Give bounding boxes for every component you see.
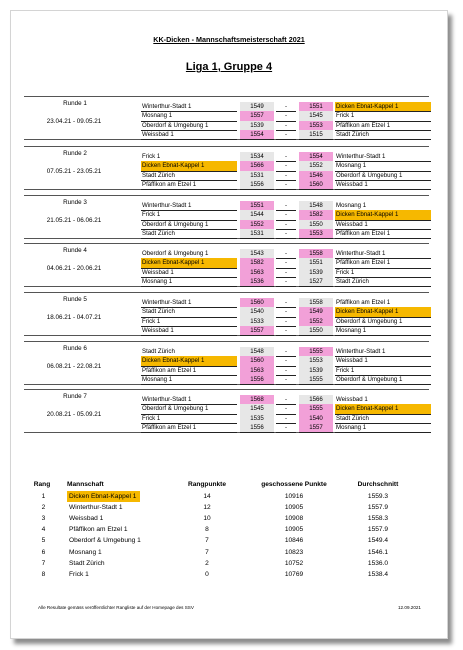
away-team: Frick 1 <box>335 268 431 278</box>
standings-row <box>11 502 447 513</box>
total-cell: 10916 <box>284 493 304 500</box>
away-score: 1558 <box>299 249 333 259</box>
round-name: Runde 4 <box>63 247 87 254</box>
away-score: 1551 <box>299 102 333 112</box>
average-cell: 1549.4 <box>367 537 389 545</box>
match-row <box>141 102 431 111</box>
points-cell: 10 <box>203 515 211 523</box>
away-score: 1553 <box>299 356 333 366</box>
header-rang: Rang <box>33 481 51 488</box>
match-row <box>141 121 431 130</box>
home-score: 1536 <box>240 277 274 287</box>
away-score: 1515 <box>299 130 333 140</box>
home-team: Weissbad 1 <box>141 130 237 140</box>
away-score: 1540 <box>299 414 333 424</box>
home-team: Frick 1 <box>141 210 237 220</box>
match-row <box>141 395 431 404</box>
average-cell: 1536.0 <box>367 559 389 567</box>
round-block <box>24 292 429 336</box>
score-separator: - <box>276 414 296 424</box>
score-separator: - <box>276 201 296 211</box>
points-cell: 0 <box>205 570 209 578</box>
away-score: 1546 <box>299 171 333 181</box>
score-separator: - <box>276 395 296 405</box>
score-separator: - <box>276 152 296 162</box>
score-separator: - <box>276 258 296 268</box>
home-score: 1531 <box>240 171 274 181</box>
away-team: Pfäffikon am Etzel 1 <box>335 229 431 239</box>
points-cell: 14 <box>203 493 211 500</box>
home-score: 1543 <box>240 249 274 259</box>
home-score: 1552 <box>240 220 274 230</box>
away-score: 1550 <box>299 326 333 336</box>
team-cell: Mosnang 1 <box>69 548 102 556</box>
home-score: 1560 <box>240 356 274 366</box>
round-block <box>24 96 429 140</box>
rank-cell: 2 <box>41 504 46 512</box>
home-team: Stadt Zürich <box>141 229 237 239</box>
score-separator: - <box>276 317 296 327</box>
match-row <box>141 201 431 210</box>
match-row <box>141 375 431 384</box>
match-row <box>141 298 431 307</box>
home-team: Stadt Zürich <box>141 347 237 357</box>
score-separator: - <box>276 277 296 287</box>
home-team: Winterthur-Stadt 1 <box>141 395 237 405</box>
document-title: KK-Dicken - Mannschaftsmeisterschaft 2021 <box>153 35 305 44</box>
rank-cell: 5 <box>41 537 46 545</box>
away-team: Stadt Zürich <box>335 414 431 424</box>
score-separator: - <box>276 404 296 414</box>
home-score: 1535 <box>240 414 274 424</box>
away-score: 1558 <box>299 298 333 308</box>
score-separator: - <box>276 366 296 376</box>
away-score: 1555 <box>299 404 333 414</box>
rank-cell: 4 <box>41 526 46 534</box>
total-cell: 10769 <box>284 570 304 578</box>
home-team: Frick 1 <box>141 414 237 424</box>
away-team: Mosnang 1 <box>335 326 431 336</box>
total-cell: 10752 <box>284 559 304 567</box>
standings-row <box>11 569 447 580</box>
points-cell: 2 <box>205 559 209 567</box>
match-row <box>141 249 431 258</box>
away-score: 1550 <box>299 220 333 230</box>
away-team: Pfäffikon am Etzel 1 <box>335 258 431 268</box>
match-row <box>141 404 431 413</box>
match-row <box>141 210 431 219</box>
away-team: Stadt Zürich <box>335 277 431 287</box>
rank-cell: 8 <box>41 570 46 578</box>
home-team: Mosnang 1 <box>141 111 237 121</box>
home-team: Pfäffikon am Etzel 1 <box>141 423 237 433</box>
match-row <box>141 326 431 335</box>
away-score: 1545 <box>299 111 333 121</box>
home-team: Dicken Ebnat-Kappel 1 <box>141 356 237 366</box>
away-score: 1548 <box>299 201 333 211</box>
home-score: 1582 <box>240 258 274 268</box>
away-team: Winterthur-Stadt 1 <box>335 249 431 259</box>
home-team: Stadt Zürich <box>141 171 237 181</box>
home-score: 1556 <box>240 375 274 385</box>
score-separator: - <box>276 347 296 357</box>
team-cell: Oberdorf & Umgebung 1 <box>69 537 141 545</box>
home-score: 1545 <box>240 404 274 414</box>
round-dates: 04.06.21 - 20.06.21 <box>46 265 102 272</box>
away-score: 1560 <box>299 180 333 190</box>
home-score: 1568 <box>240 395 274 405</box>
home-team: Oberdorf & Umgebung 1 <box>141 249 237 259</box>
away-team: Dicken Ebnat-Kappel 1 <box>335 307 431 317</box>
header-total: geschossene Punkte <box>261 481 327 488</box>
round-name: Runde 3 <box>63 199 87 206</box>
home-score: 1566 <box>240 161 274 171</box>
home-score: 1563 <box>240 366 274 376</box>
match-row <box>141 180 431 189</box>
away-team: Stadt Zürich <box>335 130 431 140</box>
home-score: 1533 <box>240 317 274 327</box>
round-dates: 21.05.21 - 06.06.21 <box>46 217 102 224</box>
home-team: Frick 1 <box>141 317 237 327</box>
standings-row <box>11 558 447 569</box>
team-cell: Frick 1 <box>69 570 89 578</box>
match-row <box>141 268 431 277</box>
rank-cell: 6 <box>41 548 46 556</box>
score-separator: - <box>276 111 296 121</box>
standings-row <box>11 535 447 546</box>
away-team: Mosnang 1 <box>335 423 431 433</box>
home-score: 1551 <box>240 201 274 211</box>
away-score: 1553 <box>299 229 333 239</box>
away-score: 1566 <box>299 395 333 405</box>
score-separator: - <box>276 268 296 278</box>
home-score: 1560 <box>240 298 274 308</box>
home-score: 1557 <box>240 111 274 121</box>
round-name: Runde 6 <box>63 345 87 352</box>
rank-cell: 1 <box>41 493 46 500</box>
away-score: 1539 <box>299 268 333 278</box>
team-cell: Weissbad 1 <box>69 515 104 523</box>
points-cell: 7 <box>205 537 209 545</box>
home-team: Pfäffikon am Etzel 1 <box>141 180 237 190</box>
round-dates: 20.08.21 - 05.09.21 <box>46 411 102 418</box>
header-team: Mannschaft <box>67 481 104 488</box>
header-average: Durchschnitt <box>357 481 399 488</box>
score-separator: - <box>276 249 296 259</box>
average-cell: 1538.4 <box>367 570 389 578</box>
points-cell: 7 <box>205 548 209 556</box>
score-separator: - <box>276 298 296 308</box>
match-row <box>141 423 431 432</box>
home-score: 1563 <box>240 268 274 278</box>
round-dates: 07.05.21 - 23.05.21 <box>46 168 102 175</box>
match-row <box>141 171 431 180</box>
score-separator: - <box>276 121 296 131</box>
home-score: 1556 <box>240 180 274 190</box>
home-score: 1549 <box>240 102 274 112</box>
score-separator: - <box>276 210 296 220</box>
home-score: 1534 <box>240 152 274 162</box>
home-team: Oberdorf & Umgebung 1 <box>141 404 237 414</box>
round-name: Runde 5 <box>63 296 87 303</box>
average-cell: 1557.9 <box>367 526 389 534</box>
round-name: Runde 2 <box>63 150 87 157</box>
standings-row <box>11 513 447 524</box>
away-score: 1557 <box>299 423 333 433</box>
away-team: Mosnang 1 <box>335 161 431 171</box>
team-cell: Pfäffikon am Etzel 1 <box>69 526 128 534</box>
team-cell: Stadt Zürich <box>69 559 105 567</box>
score-separator: - <box>276 375 296 385</box>
away-team: Pfäffikon am Etzel 1 <box>335 298 431 308</box>
total-cell: 10905 <box>284 526 304 534</box>
home-team: Pfäffikon am Etzel 1 <box>141 366 237 376</box>
standings-header-row <box>11 479 447 490</box>
away-score: 1555 <box>299 347 333 357</box>
away-score: 1551 <box>299 258 333 268</box>
team-cell: Winterthur-Stadt 1 <box>69 504 123 512</box>
round-block <box>24 243 429 287</box>
points-cell: 8 <box>205 526 209 534</box>
round-dates: 23.04.21 - 09.05.21 <box>46 118 102 125</box>
score-separator: - <box>276 423 296 433</box>
home-team: Winterthur-Stadt 1 <box>141 102 237 112</box>
round-dates: 18.06.21 - 04.07.21 <box>46 314 102 321</box>
average-cell: 1546.1 <box>367 548 389 556</box>
home-score: 1548 <box>240 347 274 357</box>
rank-cell: 3 <box>41 515 46 523</box>
match-row <box>141 356 431 365</box>
away-score: 1539 <box>299 366 333 376</box>
score-separator: - <box>276 180 296 190</box>
away-team: Pfäffikon am Etzel 1 <box>335 121 431 131</box>
home-score: 1540 <box>240 307 274 317</box>
match-row <box>141 366 431 375</box>
standings-row <box>11 547 447 558</box>
match-row <box>141 307 431 316</box>
league-title: Liga 1, Gruppe 4 <box>185 61 273 73</box>
average-cell: 1557.9 <box>367 504 389 512</box>
away-team: Weissbad 1 <box>335 180 431 190</box>
away-score: 1553 <box>299 121 333 131</box>
rank-cell: 7 <box>41 559 46 567</box>
match-row <box>141 258 431 267</box>
away-team: Winterthur-Stadt 1 <box>335 347 431 357</box>
total-cell: 10846 <box>284 537 304 545</box>
away-score: 1554 <box>299 152 333 162</box>
score-separator: - <box>276 229 296 239</box>
home-team: Weissbad 1 <box>141 326 237 336</box>
match-row <box>141 130 431 139</box>
document-page <box>10 10 448 639</box>
match-row <box>141 347 431 356</box>
away-score: 1552 <box>299 317 333 327</box>
away-team: Frick 1 <box>335 111 431 121</box>
home-team: Dicken Ebnat-Kappel 1 <box>141 258 237 268</box>
round-block <box>24 195 429 239</box>
home-team: Weissbad 1 <box>141 268 237 278</box>
total-cell: 10905 <box>284 504 304 512</box>
round-name: Runde 7 <box>63 393 87 400</box>
score-separator: - <box>276 220 296 230</box>
match-row <box>141 152 431 161</box>
match-row <box>141 317 431 326</box>
home-team: Frick 1 <box>141 152 237 162</box>
team-cell: Dicken Ebnat-Kappel 1 <box>67 491 140 502</box>
standings-row <box>11 491 447 502</box>
average-cell: 1558.3 <box>367 515 389 523</box>
home-score: 1556 <box>240 423 274 433</box>
score-separator: - <box>276 161 296 171</box>
home-score: 1531 <box>240 229 274 239</box>
home-team: Stadt Zürich <box>141 307 237 317</box>
round-block <box>24 341 429 385</box>
round-dates: 06.08.21 - 22.08.21 <box>46 363 102 370</box>
home-team: Oberdorf & Umgebung 1 <box>141 121 237 131</box>
match-row <box>141 414 431 423</box>
score-separator: - <box>276 326 296 336</box>
footer-note: Alle Resultate gemäss veröffentlichter Rangliste auf der Homepage des SSV <box>38 605 194 610</box>
home-team: Mosnang 1 <box>141 375 237 385</box>
round-block <box>24 389 429 433</box>
match-row <box>141 161 431 170</box>
away-team: Mosnang 1 <box>335 201 431 211</box>
standings-row <box>11 524 447 535</box>
header-points: Rangpunkte <box>187 481 227 488</box>
away-team: Dicken Ebnat-Kappel 1 <box>335 404 431 414</box>
score-separator: - <box>276 130 296 140</box>
score-separator: - <box>276 307 296 317</box>
away-score: 1549 <box>299 307 333 317</box>
home-team: Mosnang 1 <box>141 277 237 287</box>
away-score: 1582 <box>299 210 333 220</box>
away-team: Winterthur-Stadt 1 <box>335 152 431 162</box>
match-row <box>141 277 431 286</box>
away-team: Frick 1 <box>335 366 431 376</box>
home-team: Dicken Ebnat-Kappel 1 <box>141 161 237 171</box>
total-cell: 10823 <box>284 548 304 556</box>
footer-date: 12.09.2021 <box>398 605 421 610</box>
away-team: Dicken Ebnat-Kappel 1 <box>335 102 431 112</box>
points-cell: 12 <box>203 504 211 512</box>
total-cell: 10908 <box>284 515 304 523</box>
away-team: Weissbad 1 <box>335 220 431 230</box>
home-team: Oberdorf & Umgebung 1 <box>141 220 237 230</box>
round-name: Runde 1 <box>63 100 87 107</box>
away-team: Oberdorf & Umgebung 1 <box>335 317 431 327</box>
match-row <box>141 229 431 238</box>
away-team: Weissbad 1 <box>335 395 431 405</box>
average-cell: 1559.3 <box>367 493 389 500</box>
away-team: Dicken Ebnat-Kappel 1 <box>335 210 431 220</box>
away-score: 1527 <box>299 277 333 287</box>
home-score: 1557 <box>240 326 274 336</box>
away-team: Oberdorf & Umgebung 1 <box>335 171 431 181</box>
away-score: 1552 <box>299 161 333 171</box>
home-team: Winterthur-Stadt 1 <box>141 298 237 308</box>
home-score: 1544 <box>240 210 274 220</box>
home-team: Winterthur-Stadt 1 <box>141 201 237 211</box>
away-team: Weissbad 1 <box>335 356 431 366</box>
round-block <box>24 146 429 190</box>
home-score: 1539 <box>240 121 274 131</box>
away-team: Oberdorf & Umgebung 1 <box>335 375 431 385</box>
score-separator: - <box>276 356 296 366</box>
match-row <box>141 111 431 120</box>
home-score: 1554 <box>240 130 274 140</box>
score-separator: - <box>276 102 296 112</box>
match-row <box>141 220 431 229</box>
away-score: 1555 <box>299 375 333 385</box>
score-separator: - <box>276 171 296 181</box>
